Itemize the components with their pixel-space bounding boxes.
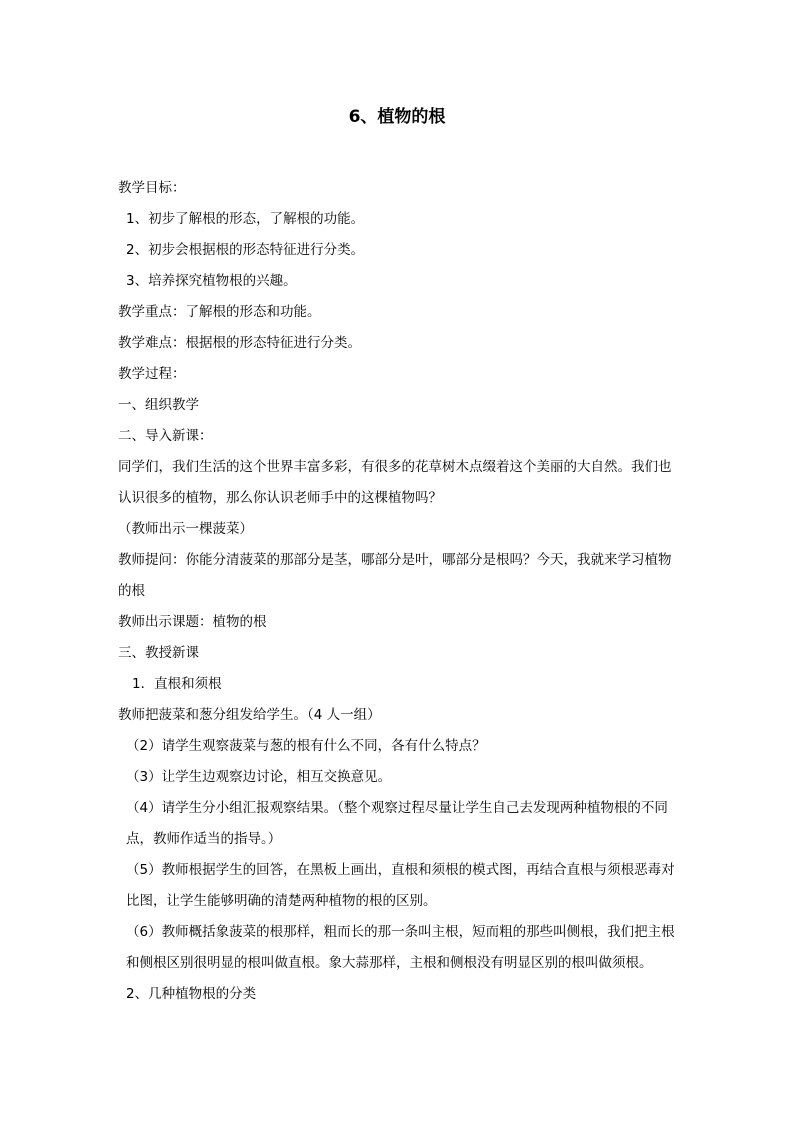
section-heading-objectives: 教学目标： (118, 180, 186, 196)
body-paragraph: 教师出示课题：植物的根 (118, 614, 267, 630)
step-heading: 三、教授新课 (118, 645, 199, 661)
document-body (118, 173, 680, 1010)
difficult-point: 教学难点：根据根的形态特征进行分类。 (118, 335, 361, 351)
key-point: 教学重点：了解根的形态和功能。 (118, 304, 321, 320)
subsection-heading: 1．直根和须根 (132, 676, 222, 692)
list-item: （5）教师根据学生的回答，在黑板上画出，直根和须根的模式图，再结合直根与须根恶毒对比图，让学生能够明确的清楚两种植物的根的区别。 (126, 862, 675, 909)
list-item: （6）教师概括象菠菜的根那样，粗而长的那一条叫主根，短而粗的那些叫侧根，我们把主根和侧根区别很明显的根叫做直根。象大蒜那样，主根和侧根没有明显区别的根叫做须根。 (126, 924, 675, 971)
list-item: （2）请学生观察菠菜与葱的根有什么不同，各有什么特点？ (126, 738, 486, 754)
list-item: （3）让学生边观察边讨论，相互交换意见。 (126, 769, 392, 785)
page-title: 6、植物的根 (348, 107, 446, 127)
objective-item: 3、培养探究植物根的兴趣。 (126, 273, 297, 289)
objective-item: 1、初步了解根的形态，了解根的功能。 (126, 211, 365, 227)
list-item: （4）请学生分小组汇报观察结果。（整个观察过程尽量让学生自己去发现两种植物根的不同点，教师作适当的指导。） (126, 800, 668, 847)
body-paragraph: （教师出示一棵菠菜） (118, 521, 253, 537)
body-paragraph: 同学们，我们生活的这个世界丰富多彩，有很多的花草树木点缀着这个美丽的大自然。我们也认识很多的植物，那么你认识老师手中的这棵植物吗？ (118, 459, 672, 506)
step-heading: 一、组织教学 (118, 397, 199, 413)
step-heading: 二、导入新课： (118, 428, 213, 444)
body-paragraph: 教师提问：你能分清菠菜的那部分是茎，哪部分是叶，哪部分是根吗？今天，我就来学习植物的根 (118, 552, 672, 599)
section-heading-process: 教学过程： (118, 366, 186, 382)
subsection-heading: 2、几种植物根的分类 (126, 986, 257, 1002)
objective-item: 2、初步会根据根的形态特征进行分类。 (126, 242, 365, 258)
body-paragraph: 教师把菠菜和葱分组发给学生。（4 人一组） (118, 707, 381, 723)
